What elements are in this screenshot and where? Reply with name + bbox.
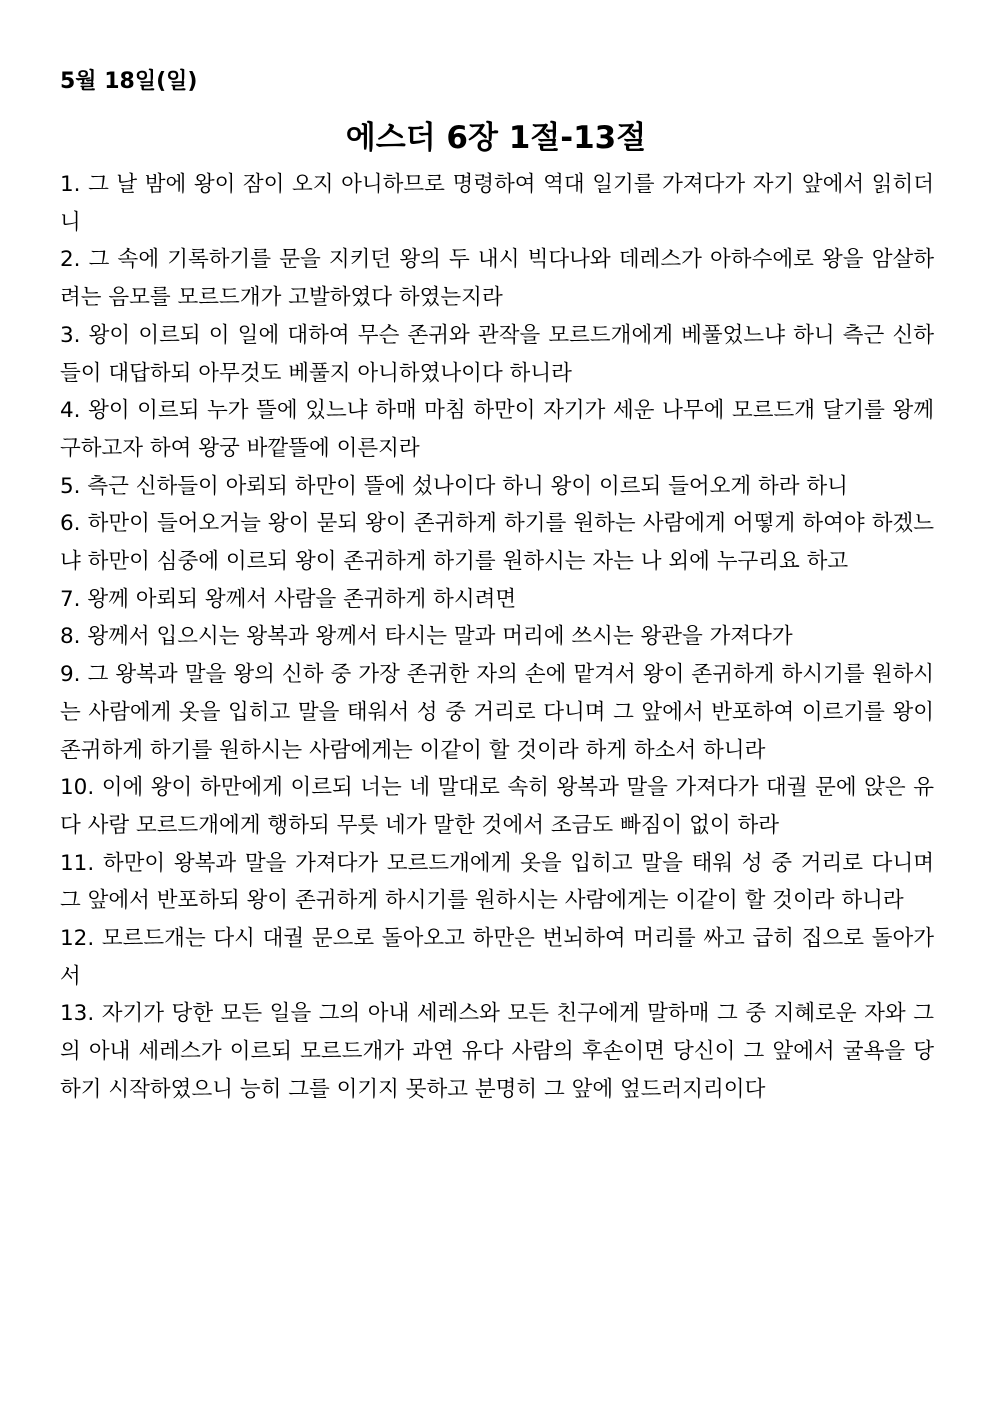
verse-13: 13. 자기가 당한 모든 일을 그의 아내 세레스와 모든 친구에게 말하매 그 중 지혜로운 자와 그의 아내 세레스가 이르되 모르드개가 과연 유다 사람의 후손이면 당신이 그 앞에서 굴욕을 당하기 시작하였으니 능히 그를 이기지 못하고 분명히 그 앞에 엎드러지리이다	[60, 1001, 934, 1102]
verse-8: 8. 왕께서 입으시는 왕복과 왕께서 타시는 말과 머리에 쓰시는 왕관을 가져다가	[60, 624, 793, 650]
verse-10: 10. 이에 왕이 하만에게 이르되 너는 네 말대로 속히 왕복과 말을 가져다가 대궐 문에 앉은 유다 사람 모르드개에게 행하되 무릇 네가 말한 것에서 조금도 빠짐이 없이 하라	[60, 775, 934, 838]
verse-1: 1. 그 날 밤에 왕이 잠이 오지 아니하므로 명령하여 역대 일기를 가져다가 자기 앞에서 읽히더니	[60, 172, 934, 235]
verse-7: 7. 왕께 아뢰되 왕께서 사람을 존귀하게 하시려면	[60, 586, 517, 612]
date-header: 5월 18일(일)	[60, 69, 198, 94]
verse-4: 4. 왕이 이르되 누가 뜰에 있느냐 하매 마침 하만이 자기가 세운 나무에 모르드개 달기를 왕께 구하고자 하여 왕궁 바깥뜰에 이른지라	[60, 398, 934, 461]
verse-12: 12. 모르드개는 다시 대궐 문으로 돌아오고 하만은 번뇌하여 머리를 싸고 급히 집으로 돌아가서	[60, 926, 934, 989]
verse-list	[60, 166, 934, 1109]
verse-2: 2. 그 속에 기록하기를 문을 지키던 왕의 두 내시 빅다나와 데레스가 아하수에로 왕을 암살하려는 음모를 모르드개가 고발하였다 하였는지라	[60, 247, 934, 311]
verse-3: 3. 왕이 이르되 이 일에 대하여 무슨 존귀와 관작을 모르드개에게 베풀었느냐 하니 측근 신하들이 대답하되 아무것도 베풀지 아니하였나이다 하니라	[60, 322, 934, 386]
verse-11: 11. 하만이 왕복과 말을 가져다가 모르드개에게 옷을 입히고 말을 태워 성 중 거리로 다니며 그 앞에서 반포하되 왕이 존귀하게 하시기를 원하시는 사람에게는 이같이 할 것이라 하니라	[60, 850, 934, 914]
verse-9: 9. 그 왕복과 말을 왕의 신하 중 가장 존귀한 자의 손에 맡겨서 왕이 존귀하게 하시기를 원하시는 사람에게 옷을 입히고 말을 태워서 성 중 거리로 다니며 그 앞에서 반포하여 이르기를 왕이 존귀하게 하기를 원하시는 사람에게는 이같이 할 것이라 하게 하소서 하니라	[60, 662, 934, 763]
page-title: 에스더 6장 1절-13절	[345, 120, 647, 156]
verse-6: 6. 하만이 들어오거늘 왕이 묻되 왕이 존귀하게 하기를 원하는 사람에게 어떻게 하여야 하겠느냐 하만이 심중에 이르되 왕이 존귀하게 하기를 원하시는 자는 나 외에 누구리요 하고	[60, 511, 934, 575]
verse-5: 5. 측근 신하들이 아뢰되 하만이 뜰에 섰나이다 하니 왕이 이르되 들어오게 하라 하니	[60, 473, 848, 499]
